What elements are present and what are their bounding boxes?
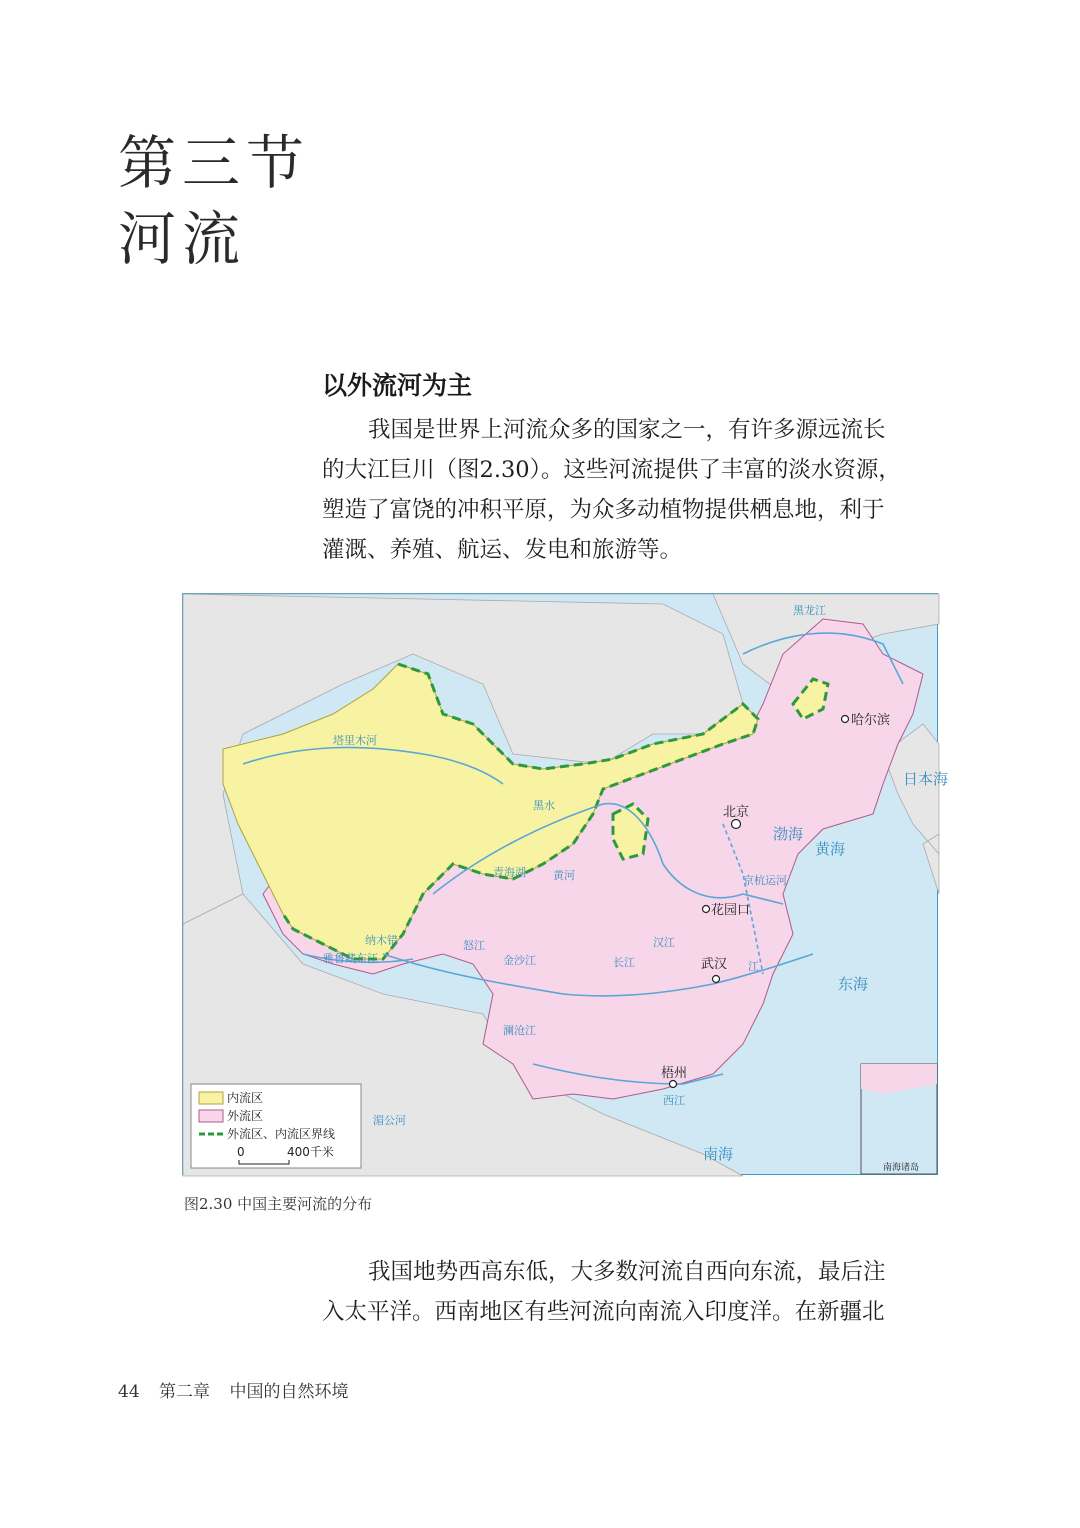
city-marker-harbin <box>842 716 849 723</box>
city-label-huayuankou: 花园口 <box>711 903 751 918</box>
river-label-lancang: 澜沧江 <box>503 1024 536 1037</box>
paragraph-terrain <box>322 1252 947 1332</box>
paragraph-intro <box>322 410 947 570</box>
river-label-xijiang: 西江 <box>663 1094 685 1107</box>
sea-label-japan: 日本海 <box>903 770 949 788</box>
river-label-changjiang: 长江 <box>613 956 635 969</box>
city-marker-huayuankou <box>703 906 710 913</box>
footer-chapter: 第二章 <box>159 1382 211 1402</box>
city-marker-beijing <box>732 820 741 829</box>
river-label-yarlung: 雅鲁藏布江 <box>323 952 378 965</box>
river-label-jinghang: 京杭运河 <box>743 874 787 887</box>
lake-label-namco: 纳木错 <box>365 934 398 947</box>
legend-label-boundary: 外流区、内流区界线 <box>227 1127 336 1141</box>
map-legend <box>191 1084 361 1168</box>
river-label-mekong: 湄公河 <box>373 1114 406 1127</box>
sea-label-huanghai: 黄海 <box>815 840 846 858</box>
river-label-hanjiang: 汉江 <box>653 936 675 949</box>
page-number: 44 <box>118 1382 140 1402</box>
chapter-title-line2: 河流 <box>118 205 247 273</box>
city-label-wuhan: 武汉 <box>701 957 728 972</box>
city-marker-wuzhou <box>670 1081 677 1088</box>
inset-label: 南海诸岛 <box>883 1163 920 1173</box>
legend-scale-zero: 0 <box>237 1145 245 1159</box>
river-label-huanghe: 黄河 <box>553 869 575 882</box>
paragraph-line: 塑造了富饶的冲积平原，为众多动植物提供栖息地，利于 <box>322 497 885 523</box>
map-svg <box>183 594 949 1176</box>
city-label-wuzhou: 梧州 <box>661 1066 688 1081</box>
paragraph-line: 灌溉、养殖、航运、发电和旅游等。 <box>322 537 683 563</box>
city-label-beijing: 北京 <box>723 805 750 820</box>
paragraph-line: 我国地势西高东低，大多数河流自西向东流，最后注 <box>368 1259 886 1285</box>
chapter-title <box>118 125 310 277</box>
lake-label-qinghai: 青海湖 <box>493 866 526 879</box>
river-label-nujiang: 怒江 <box>463 939 485 952</box>
paragraph-line: 我国是世界上河流众多的国家之一，有许多源远流长 <box>368 417 886 443</box>
river-label-tarim: 塔里木河 <box>333 734 377 747</box>
figure-caption: 图2.30 中国主要河流的分布 <box>184 1195 373 1213</box>
sea-label-nanhai: 南海 <box>703 1145 734 1163</box>
chapter-title-line1: 第三节 <box>118 129 311 197</box>
sea-label-bohai: 渤海 <box>773 825 804 843</box>
legend-label-outflow: 外流区 <box>227 1109 264 1123</box>
sea-label-donghai: 东海 <box>838 975 869 993</box>
city-label-harbin: 哈尔滨 <box>851 713 891 728</box>
river-label-heishui: 黑水 <box>533 799 555 812</box>
river-label-heilongjiang: 黑龙江 <box>793 604 826 617</box>
river-label-jiang: 江 <box>748 960 759 973</box>
legend-scale-value: 400千米 <box>287 1145 334 1159</box>
legend-swatch-inland <box>199 1092 223 1104</box>
section-heading: 以外流河为主 <box>322 371 473 400</box>
legend-label-inland: 内流区 <box>227 1091 264 1105</box>
river-label-jinsha: 金沙江 <box>503 954 536 967</box>
footer-chapter-title: 中国的自然环境 <box>229 1382 349 1402</box>
south-china-sea-inset <box>861 1064 937 1174</box>
paragraph-line: 入太平洋。西南地区有些河流向南流入印度洋。在新疆北 <box>322 1299 885 1325</box>
legend-swatch-outflow <box>199 1110 223 1122</box>
page-footer <box>118 1377 362 1402</box>
paragraph-line: 的大江巨川（图2.30）。这些河流提供了丰富的淡水资源， <box>322 457 901 483</box>
river-distribution-map <box>182 593 949 1175</box>
city-marker-wuhan <box>713 976 720 983</box>
